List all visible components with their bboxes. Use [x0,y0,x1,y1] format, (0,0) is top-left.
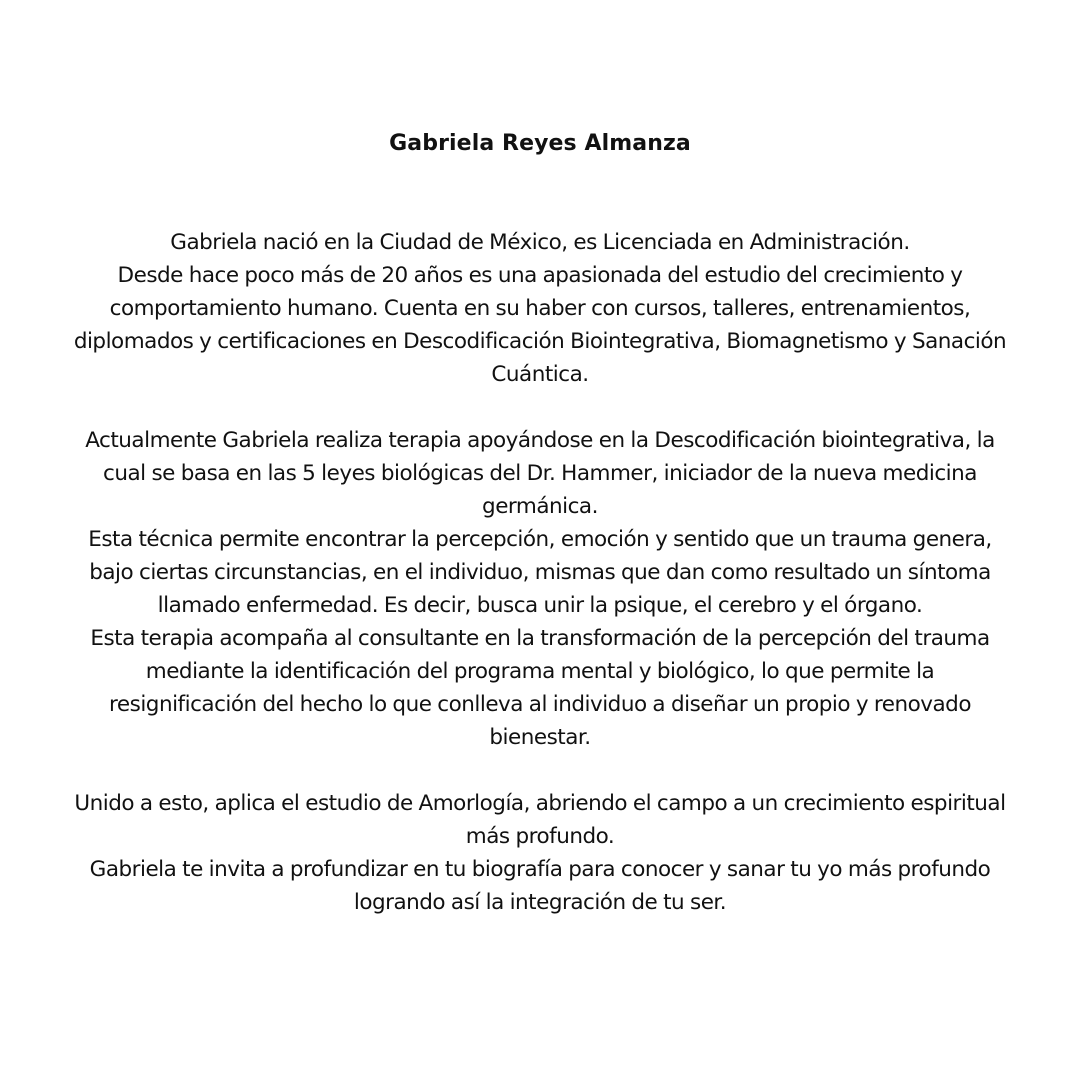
text-line: Gabriela te invita a profundizar en tu biografía para conocer y sanar tu yo más profundo [89,857,991,882]
paragraph-spacer [20,391,1060,424]
text-line: Esta técnica permite encontrar la percepción, emoción y sentido que un trauma genera, [88,527,992,552]
bio-text [20,226,1060,919]
text-line: logrando así la integración de tu ser. [353,890,727,915]
text-line: Gabriela nació en la Ciudad de México, es Licenciada en Administración. [170,230,910,255]
text-line: diplomados y certificaciones en Descodificación Biointegrativa, Biomagnetismo y Sanación [73,329,1007,354]
paragraph-closing [20,787,1060,919]
paragraph-therapy [20,424,1060,754]
text-line: cual se basa en las 5 leyes biológicas del Dr. Hammer, iniciador de la nueva medicina [103,461,977,486]
text-line: bienestar. [489,725,591,750]
text-line: Cuántica. [491,362,589,387]
text-line: germánica. [482,494,598,519]
text-line: bajo ciertas circunstancias, en el individuo, mismas que dan como resultado un síntoma [89,560,991,585]
text-line: mediante la identificación del programa mental y biológico, lo que permite la [145,659,935,684]
paragraph-spacer [20,754,1060,787]
page-title: Gabriela Reyes Almanza [389,131,691,156]
text-line: comportamiento humano. Cuenta en su haber con cursos, talleres, entrenamientos, [109,296,971,321]
text-line: Esta terapia acompaña al consultante en la transformación de la percepción del trauma [90,626,990,651]
text-line: llamado enfermedad. Es decir, busca unir la psique, el cerebro y el órgano. [157,593,923,618]
text-line: más profundo. [465,824,615,849]
paragraph-intro [20,226,1060,391]
text-line: resignificación del hecho lo que conlleva al individuo a diseñar un propio y renovado [109,692,971,717]
text-line: Unido a esto, aplica el estudio de Amorlogía, abriendo el campo a un crecimiento espiritual [74,791,1006,816]
text-line: Desde hace poco más de 20 años es una apasionada del estudio del crecimiento y [117,263,963,288]
text-line: Actualmente Gabriela realiza terapia apoyándose en la Descodificación biointegrativa, la [85,428,995,453]
